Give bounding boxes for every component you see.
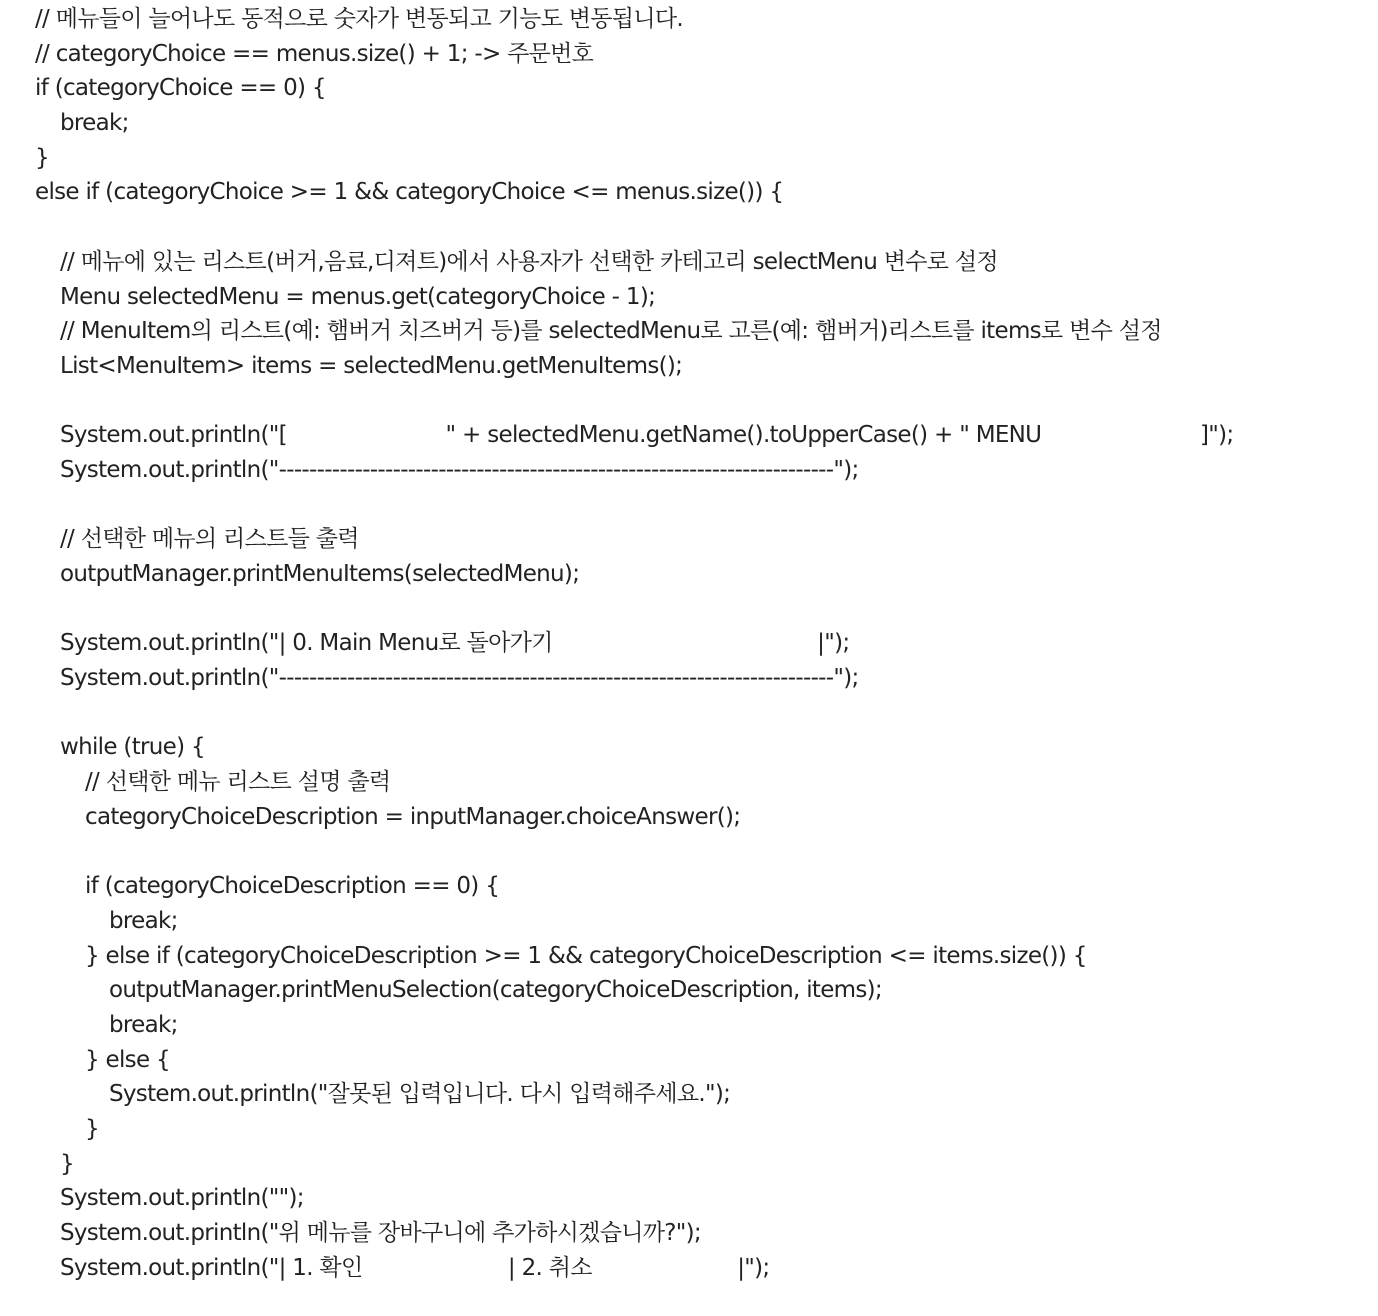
- code-line: } else {: [85, 1046, 170, 1073]
- code-line: if (categoryChoice == 0) {: [35, 75, 326, 102]
- code-line: System.out.println("");: [60, 1185, 304, 1212]
- code-line: // 메뉴들이 늘어나도 동적으로 숫자가 변동되고 기능도 변동됩니다.: [35, 6, 683, 32]
- code-line: while (true) {: [60, 734, 205, 761]
- code-line: // 선택한 메뉴 리스트 설명 출력: [85, 769, 391, 796]
- code-line: }: [60, 1150, 74, 1177]
- code-line: outputManager.printMenuSelection(categoryChoiceDescription, items);: [109, 977, 882, 1004]
- blank-line: [35, 384, 1378, 419]
- code-line: if (categoryChoiceDescription == 0) {: [85, 873, 500, 900]
- blank-line: [35, 696, 1378, 731]
- code-line: System.out.println("-------------------------------------------------------------------------");: [60, 456, 859, 483]
- code-line: }: [35, 144, 49, 171]
- code-line: break;: [60, 110, 129, 137]
- code-line: // 메뉴에 있는 리스트(버거,음료,디져트)에서 사용자가 선택한 카테고리 selectMenu 변수로 설정: [60, 248, 998, 275]
- code-line: else if (categoryChoice >= 1 && categoryChoice <= menus.size()) {: [35, 179, 784, 206]
- code-line: } else if (categoryChoiceDescription >= 1 && categoryChoiceDescription <= items.size()) {: [85, 942, 1087, 969]
- code-line: // MenuItem의 리스트(예: 햄버거 치즈버거 등)를 selectedMenu로 고른(예: 햄버거)리스트를 items로 변수 설정: [60, 318, 1162, 345]
- code-line: categoryChoiceDescription = inputManager.choiceAnswer();: [85, 803, 741, 830]
- code-line: System.out.println("위 메뉴를 장바구니에 추가하시겠습니까?");: [60, 1220, 701, 1247]
- code-line: Menu selectedMenu = menus.get(categoryChoice - 1);: [60, 283, 656, 310]
- code-line: System.out.println("[ " + selectedMenu.getName().toUpperCase() + " MENU ]");: [60, 422, 1234, 449]
- code-line: System.out.println("| 1. 확인 | 2. 취소 |");: [60, 1254, 770, 1281]
- code-line: break;: [109, 907, 178, 934]
- blank-line: [35, 835, 1378, 870]
- code-line: break;: [109, 1011, 178, 1038]
- blank-line: [35, 488, 1378, 523]
- blank-line: [35, 592, 1378, 627]
- code-line: outputManager.printMenuItems(selectedMenu);: [60, 561, 580, 587]
- code-line: System.out.println("-------------------------------------------------------------------------");: [60, 665, 859, 692]
- code-line: }: [85, 1116, 99, 1142]
- code-line: System.out.println("잘못된 입력입니다. 다시 입력해주세요.");: [109, 1081, 731, 1108]
- code-line: // 선택한 메뉴의 리스트들 출력: [60, 526, 359, 553]
- blank-line: [35, 210, 1378, 245]
- code-line: // categoryChoice == menus.size() + 1; -> 주문번호: [35, 40, 594, 67]
- code-line: System.out.println("| 0. Main Menu로 돌아가기 |");: [60, 630, 850, 657]
- code-line: List<MenuItem> items = selectedMenu.getMenuItems();: [60, 352, 683, 379]
